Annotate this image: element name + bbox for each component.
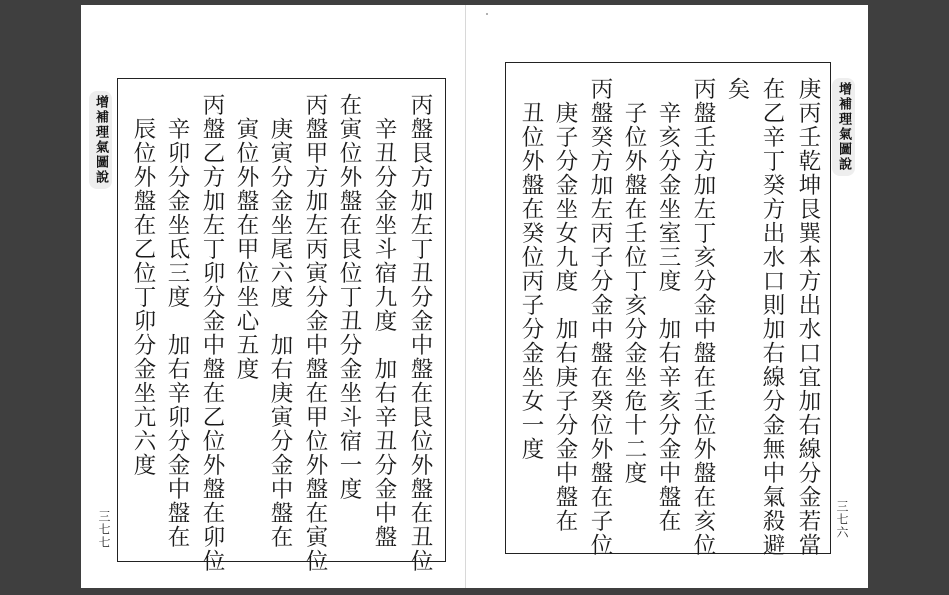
right-text-column: 庚子分金坐女九度 加右庚子分金中盤在 (552, 77, 578, 533)
left-running-header: 增補理氣圖說 (89, 91, 112, 189)
left-text-column: 辛卯分金坐氐三度 加右辛卯分金中盤在 (164, 93, 190, 549)
left-text-column: 丙盤甲方加左丙寅分金中盤在甲位外盤在寅位 (302, 93, 328, 573)
right-text-column: 辛亥分金坐室三度 加右辛亥分金中盤在 (655, 77, 681, 533)
left-text-frame (117, 78, 446, 573)
right-text-column: 子位外盤在壬位丁亥分金坐危十二度 (621, 77, 647, 485)
left-text-column: 辰位外盤在乙位丁卯分金坐亢六度 (130, 93, 156, 477)
right-running-header: 增補理氣圖說 (832, 78, 855, 176)
scan-speck (486, 13, 488, 15)
right-text-frame (505, 62, 831, 557)
right-text-column: 在乙辛丁癸方出水口則加右線分金無中氣殺避 (759, 77, 785, 557)
left-text-column: 丙盤艮方加左丁丑分金中盤在艮位外盤在丑位 (407, 93, 433, 573)
left-text-column: 寅位外盤在甲位坐心五度 (233, 93, 259, 381)
right-text-column: 矣 (724, 77, 750, 101)
left-page-number: 三七七 (97, 510, 111, 549)
right-text-column: 庚丙壬乾坤艮巽本方出水口宜加右線分金若當 (795, 77, 821, 557)
left-text-column: 丙盤乙方加左丁卯分金中盤在乙位外盤在卯位 (199, 93, 225, 573)
right-page-number: 三七六 (835, 500, 849, 539)
left-text-column: 在寅位外盤在艮位丁丑分金坐斗宿一度 (336, 93, 362, 501)
left-text-column: 庚寅分金坐尾六度 加右庚寅分金中盤在 (267, 93, 293, 549)
left-text-column: 辛丑分金坐斗宿九度 加右辛丑分金中盤 (371, 93, 397, 549)
right-text-column: 丑位外盤在癸位丙子分金坐女一度 (518, 77, 544, 461)
right-text-column: 丙盤癸方加左丙子分金中盤在癸位外盤在子位 (587, 77, 613, 557)
right-text-column: 丙盤壬方加左丁亥分金中盤在壬位外盤在亥位 (690, 77, 716, 557)
left-page (81, 5, 465, 588)
right-page (466, 5, 868, 588)
